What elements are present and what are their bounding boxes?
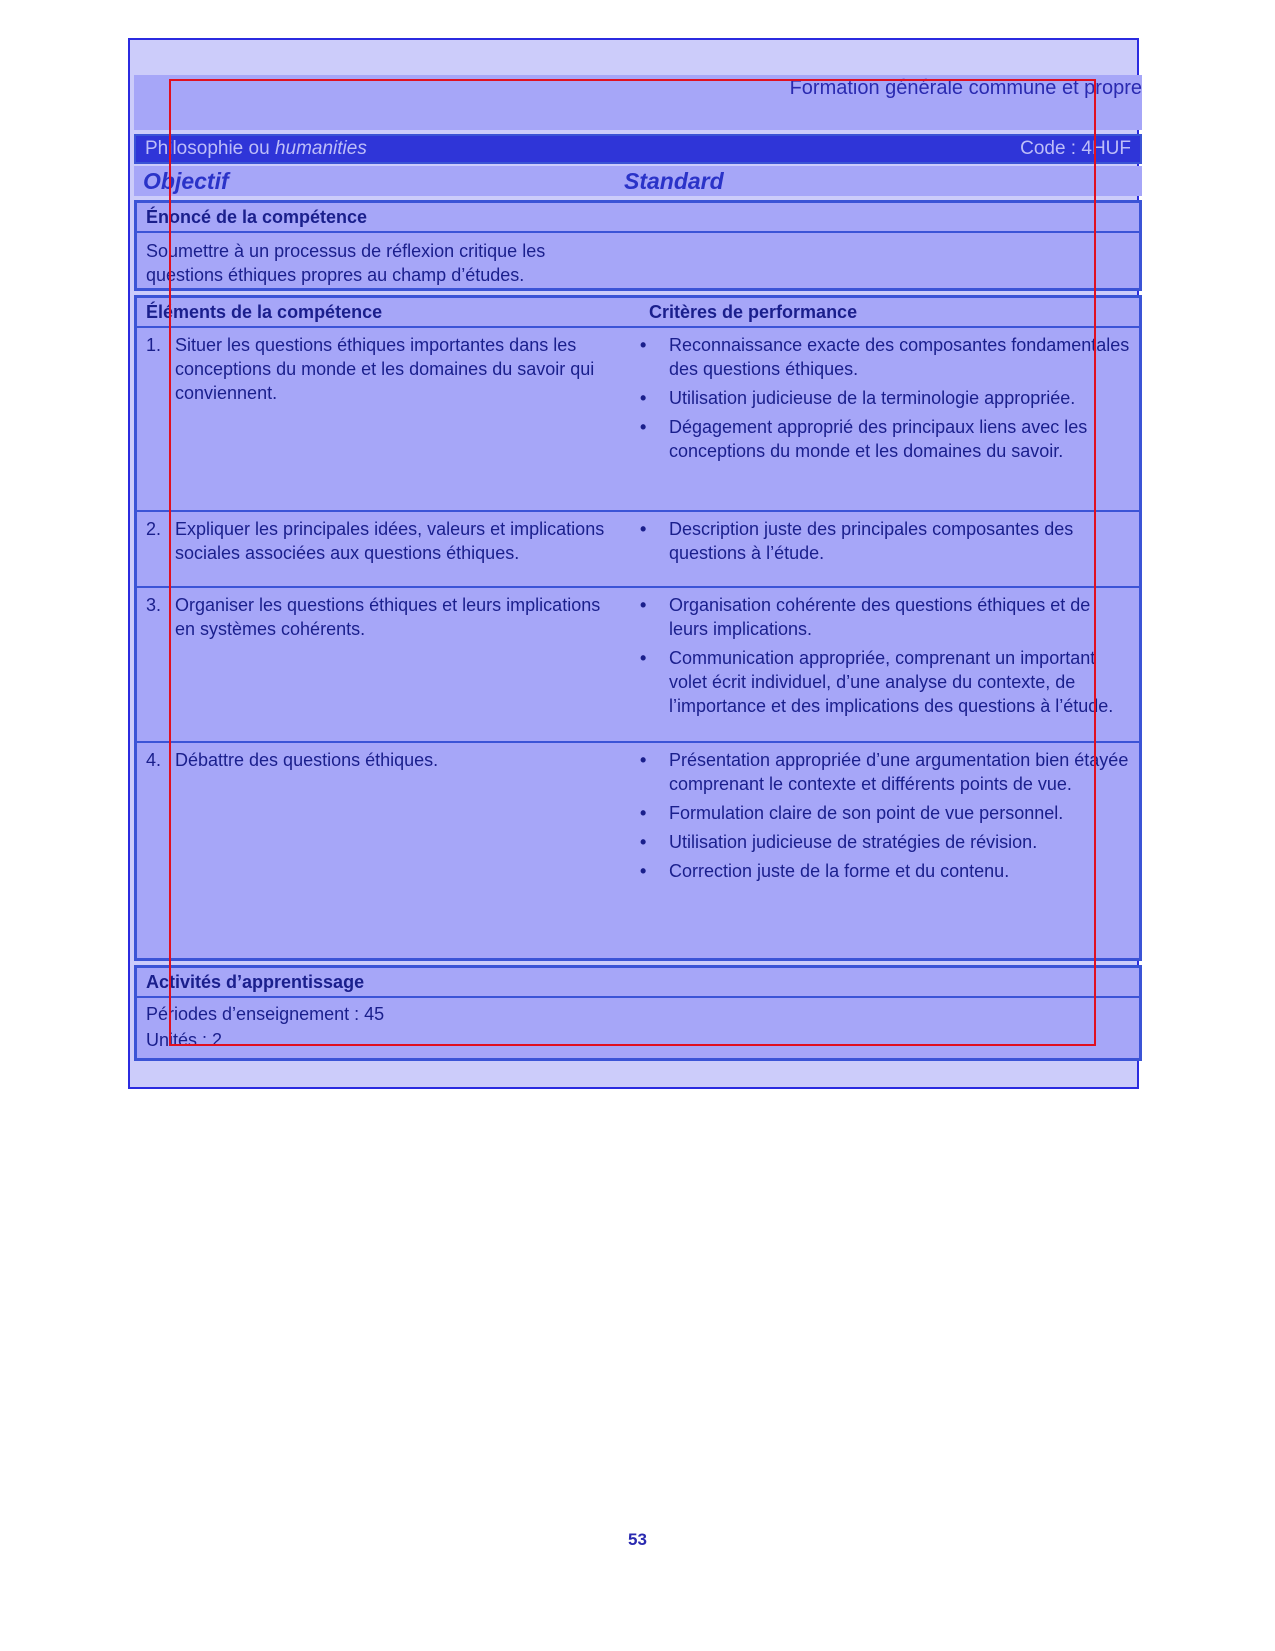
bullet-icon: •: [640, 519, 647, 539]
table-row: [137, 512, 1139, 588]
periodes-line: [137, 998, 1139, 1026]
bullet-icon: •: [640, 832, 647, 852]
criterion-text: Organisation cohérente des questions éthiques et de leurs implications.: [669, 595, 1091, 639]
element-cell: [137, 593, 640, 741]
criteria-cell: [640, 333, 1139, 510]
element-cell: [137, 748, 640, 888]
criterion-item: [640, 415, 1131, 463]
criterion-item: [640, 859, 1131, 883]
page-number: 53: [628, 1530, 647, 1549]
criterion-item: [640, 386, 1131, 410]
objectif-label: Objectif: [143, 168, 229, 194]
criterion-item: [640, 517, 1131, 565]
table-row: [137, 743, 1139, 888]
discipline-italic: humanities: [274, 138, 367, 159]
criterion-item: [640, 333, 1131, 381]
elements-table-header: [137, 298, 1139, 328]
bullet-icon: •: [640, 388, 647, 408]
element-number: 2.: [146, 519, 162, 539]
criterion-text: Formulation claire de son point de vue personnel.: [669, 803, 1064, 823]
unites-label: Unités :: [146, 1030, 208, 1050]
criterion-text: Communication appropriée, comprenant un important volet écrit individuel, d’une analyse du contexte, de l’importance et des implications des questions à l’étude.: [669, 648, 1114, 716]
activites-heading: Activités d’apprentissage: [137, 968, 1139, 998]
criterion-item: [640, 646, 1131, 718]
element-text: Débattre des questions éthiques.: [175, 750, 439, 770]
enonce-text: Soumettre à un processus de réflexion critique les questions éthiques propres au champ d’études.: [146, 241, 546, 285]
section-title: Formation générale commune et propre: [789, 77, 1142, 99]
discipline-prefix: Philosophie ou: [145, 138, 270, 159]
criterion-item: [640, 748, 1131, 796]
criterion-text: Correction juste de la forme et du contenu.: [669, 861, 1010, 881]
bullet-icon: •: [640, 417, 647, 437]
criterion-text: Utilisation judicieuse de stratégies de révision.: [669, 832, 1038, 852]
elements-table: [134, 295, 1142, 961]
criterion-text: Dégagement approprié des principaux liens avec les conceptions du monde et les domaines du savoir.: [669, 417, 1088, 461]
criterion-text: Reconnaissance exacte des composantes fondamentales des questions éthiques.: [669, 335, 1130, 379]
criteria-heading: Critères de performance: [649, 302, 858, 322]
table-row: [137, 328, 1139, 512]
element-cell: [137, 333, 640, 510]
criterion-item: [640, 801, 1131, 825]
discipline-title: [145, 138, 367, 160]
objectives-row: [134, 166, 1142, 196]
code-value: 4HUF: [1081, 138, 1131, 159]
enonce-box: [134, 200, 1142, 291]
criterion-text: Présentation appropriée d’une argumentation bien étayée comprenant le contexte et différents points de vue.: [669, 750, 1129, 794]
code-label: Code :: [1020, 138, 1077, 159]
enonce-heading: Énoncé de la compétence: [137, 203, 1139, 233]
criterion-text: Utilisation judicieuse de la terminologie appropriée.: [669, 388, 1076, 408]
element-number: 1.: [146, 335, 162, 355]
unites-value: 2: [212, 1030, 223, 1050]
element-number: 3.: [146, 595, 162, 615]
criteria-cell: [640, 593, 1139, 741]
element-text: Organiser les questions éthiques et leurs implications en systèmes cohérents.: [175, 595, 601, 639]
bullet-icon: •: [640, 595, 647, 615]
criteria-cell: [640, 748, 1139, 888]
element-text: Situer les questions éthiques importantes dans les conceptions du monde et les domaines du savoir qui conviennent.: [175, 335, 595, 403]
element-number: 4.: [146, 750, 162, 770]
table-row: [137, 588, 1139, 743]
course-code: [1020, 138, 1131, 160]
element-text: Expliquer les principales idées, valeurs et implications sociales associées aux questions éthiques.: [175, 519, 605, 563]
bullet-icon: •: [640, 335, 647, 355]
bullet-icon: •: [640, 750, 647, 770]
unites-line: [137, 1026, 1139, 1052]
bullet-icon: •: [640, 648, 647, 668]
bullet-icon: •: [640, 861, 647, 881]
periodes-value: 45: [364, 1004, 385, 1024]
element-cell: [137, 517, 640, 586]
criterion-item: [640, 830, 1131, 854]
bullet-icon: •: [640, 803, 647, 823]
activites-box: [134, 965, 1142, 1061]
discipline-header-bar: [134, 134, 1142, 164]
standard-label: Standard: [624, 168, 724, 194]
elements-heading: Éléments de la compétence: [146, 302, 383, 322]
periodes-label: Périodes d’enseignement :: [146, 1004, 360, 1024]
criteria-cell: [640, 517, 1139, 586]
top-strip: [134, 75, 1142, 130]
criterion-item: [640, 593, 1131, 641]
criterion-text: Description juste des principales composantes des questions à l’étude.: [669, 519, 1074, 563]
